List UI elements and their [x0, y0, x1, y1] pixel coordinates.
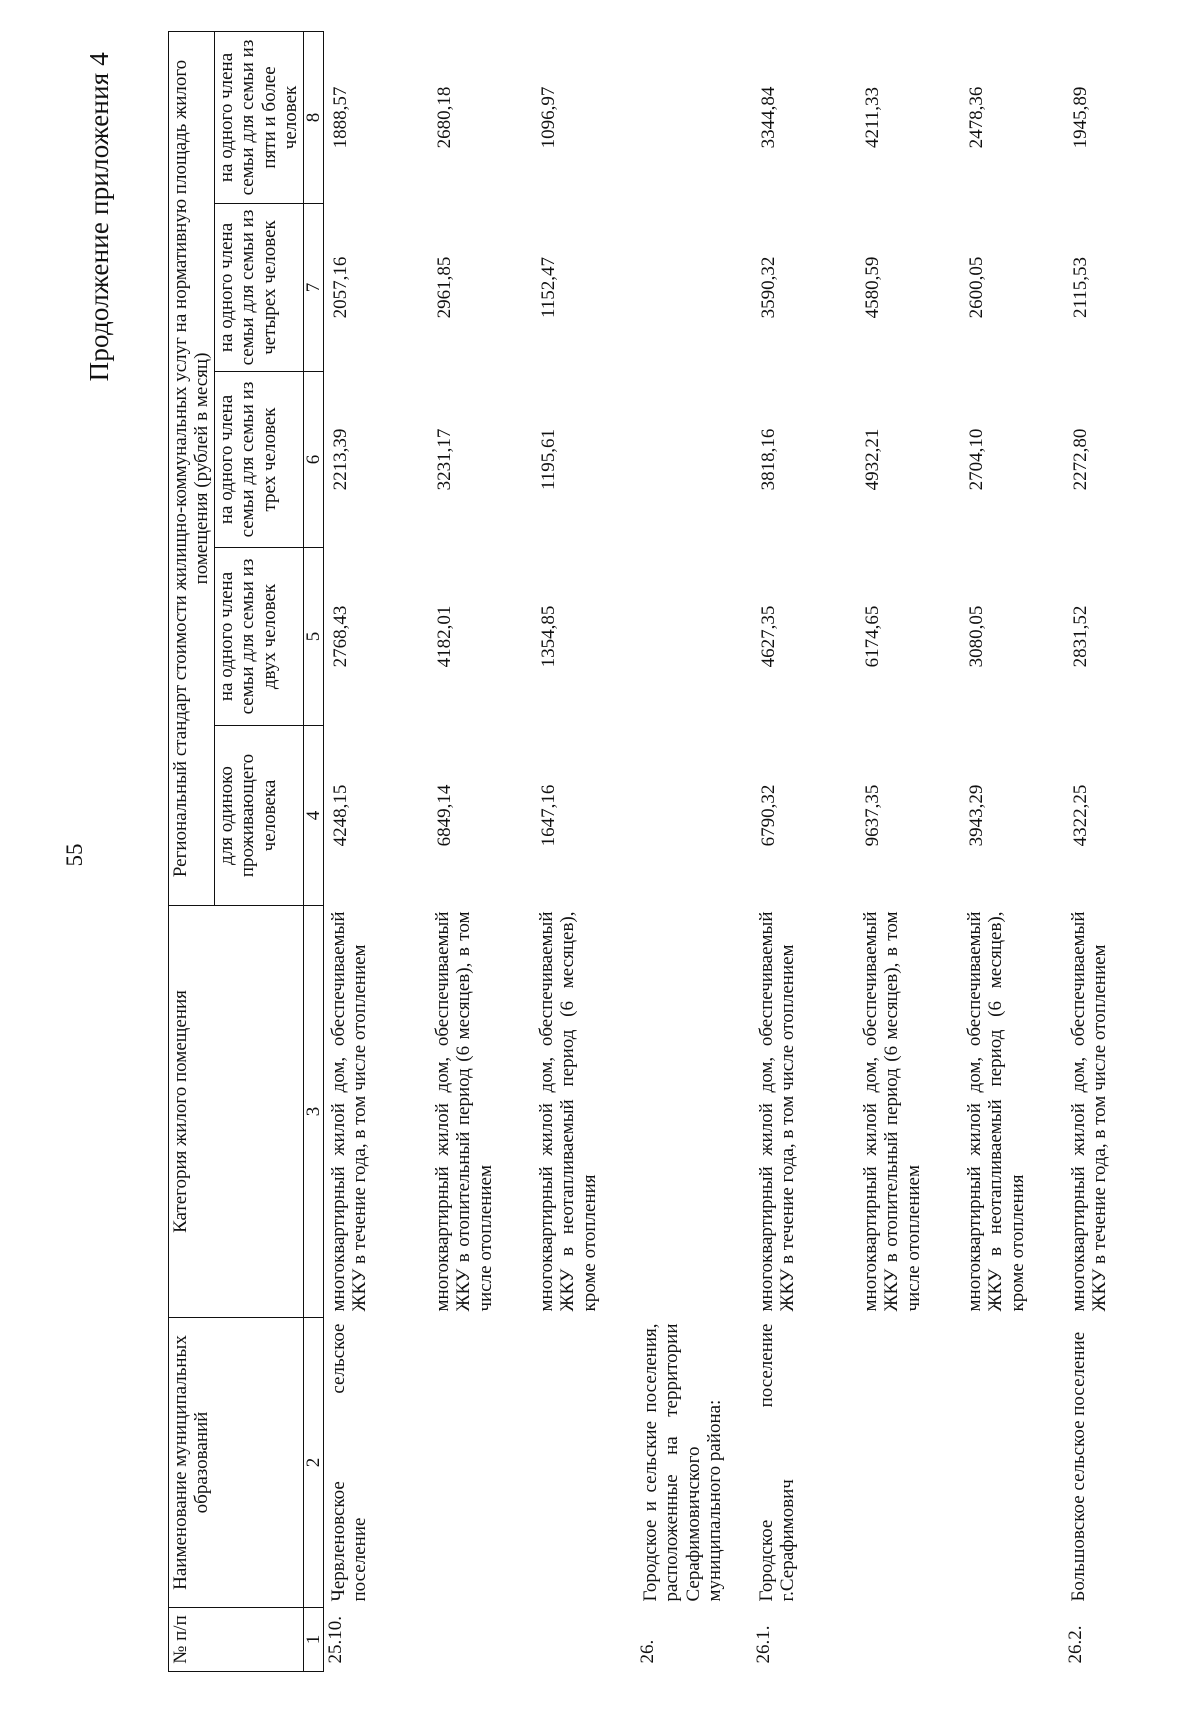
cost-two: 1354,85 — [537, 605, 559, 668]
tariff-table — [168, 31, 1168, 1672]
municipality-name — [856, 1318, 960, 1608]
municipality-name: Червленовское сельское поселение — [327, 1323, 371, 1602]
cost-three: 4932,21 — [861, 428, 883, 491]
page-number: 55 — [62, 843, 87, 867]
dwelling-category: многоквартирный жилой дом, обеспечиваемый ЖКУ в течение года, в том числе отоплением — [1067, 911, 1111, 1312]
column-number: 8 — [303, 31, 323, 203]
cost-two: 2768,43 — [329, 605, 351, 668]
column-number: 6 — [303, 372, 323, 548]
cost-two — [636, 548, 752, 726]
header-sub-five: на одного члена семьи для семьи из пяти и более человек — [214, 31, 303, 203]
column-number: 1 — [303, 1608, 323, 1672]
header-sub-four: на одного члена семьи для семьи из четырех человек — [214, 204, 303, 372]
dwelling-category: многоквартирный жилой дом, обеспечиваемый ЖКУ в отопительный период (6 месяцев), в том числе отоплением — [859, 911, 924, 1312]
cost-four: 1152,47 — [537, 256, 559, 319]
municipality-name — [532, 1318, 636, 1608]
header-num: № п/п — [169, 1608, 304, 1672]
cost-two: 3080,05 — [965, 605, 987, 668]
cost-three: 3818,16 — [757, 428, 779, 491]
cost-four: 4580,59 — [861, 256, 883, 319]
row-number — [960, 1608, 1064, 1672]
cost-two: 6174,65 — [861, 605, 883, 668]
cost-single: 9637,35 — [861, 784, 883, 847]
municipality-name — [428, 1318, 532, 1608]
municipality-name — [960, 1318, 1064, 1608]
row-number — [532, 1608, 636, 1672]
cost-single: 4248,15 — [329, 784, 351, 847]
dwelling-category — [636, 906, 752, 1318]
header-category: Категория жилого помещения — [169, 906, 304, 1318]
header-standard: Региональный стандарт стоимости жилищно-коммунальных услуг на нормативную площадь жилого помещения (рублей в месяц) — [169, 31, 215, 905]
table-row — [323, 31, 428, 1671]
cost-single — [636, 726, 752, 906]
cost-single: 6790,32 — [757, 784, 779, 847]
cost-three: 2272,80 — [1069, 428, 1091, 491]
header-sub-single: для одиноко проживающего человека — [214, 726, 303, 906]
row-number — [428, 1608, 532, 1672]
cost-four: 3590,32 — [757, 256, 779, 319]
cost-single: 6849,14 — [433, 784, 455, 847]
table-row — [636, 31, 752, 1671]
dwelling-category: многоквартирный жилой дом, обеспечиваемый ЖКУ в неотапливаемый период (6 месяцев), кроме отопления — [535, 911, 600, 1312]
cost-three: 2704,10 — [965, 428, 987, 491]
cost-two: 4182,01 — [433, 605, 455, 668]
table-row — [532, 31, 636, 1671]
row-number: 26.2. — [1064, 1625, 1086, 1664]
column-number: 4 — [303, 726, 323, 906]
cost-four: 2115,53 — [1069, 256, 1091, 319]
dwelling-category: многоквартирный жилой дом, обеспечиваемый ЖКУ в неотапливаемый период (6 месяцев), кроме отопления — [963, 911, 1028, 1312]
column-number: 3 — [303, 906, 323, 1318]
municipality-name: Городское и сельские поселения, расположенные на территории Серафимовичского муниципального района: — [639, 1323, 726, 1602]
row-number: 26. — [636, 1639, 658, 1664]
column-number: 5 — [303, 548, 323, 726]
dwelling-category: многоквартирный жилой дом, обеспечиваемый ЖКУ в течение года, в том числе отоплением — [327, 911, 371, 1312]
cost-five: 1945,89 — [1069, 86, 1091, 149]
cost-four: 2057,16 — [329, 256, 351, 319]
cost-three: 3231,17 — [433, 428, 455, 491]
header-sub-three: на одного члена семьи для семьи из трех человек — [214, 372, 303, 548]
cost-two: 4627,35 — [757, 605, 779, 668]
table-row — [428, 31, 532, 1671]
table-row — [856, 31, 960, 1671]
column-number: 2 — [303, 1318, 323, 1608]
row-number: 26.1. — [752, 1625, 774, 1664]
cost-single: 3943,29 — [965, 784, 987, 847]
table-row — [752, 31, 856, 1671]
header-name: Наименование муниципальных образований — [169, 1318, 304, 1608]
cost-five: 2478,36 — [965, 86, 987, 149]
cost-five: 4211,33 — [861, 86, 883, 149]
table-row — [1064, 31, 1168, 1671]
cost-five: 2680,18 — [433, 86, 455, 149]
row-number: 25.10. — [324, 1616, 346, 1664]
row-number — [856, 1608, 960, 1672]
header-sub-two: на одного члена семьи для семьи из двух человек — [214, 548, 303, 726]
dwelling-category: многоквартирный жилой дом, обеспечиваемый ЖКУ в отопительный период (6 месяцев), в том числе отоплением — [431, 911, 496, 1312]
cost-three: 1195,61 — [537, 428, 559, 491]
column-number: 7 — [303, 204, 323, 372]
cost-five: 1888,57 — [329, 86, 351, 149]
cost-single: 1647,16 — [537, 784, 559, 847]
cost-three: 2213,39 — [329, 428, 351, 491]
cost-four: 2961,85 — [433, 256, 455, 319]
cost-five: 1096,97 — [537, 86, 559, 149]
dwelling-category: многоквартирный жилой дом, обеспечиваемый ЖКУ в течение года, в том числе отоплением — [755, 911, 799, 1312]
cost-two: 2831,52 — [1069, 605, 1091, 668]
cost-three — [636, 372, 752, 548]
table-row — [960, 31, 1064, 1671]
cost-five: 3344,84 — [757, 86, 779, 149]
cost-four: 2600,05 — [965, 256, 987, 319]
continuation-label: Продолжение приложения 4 — [84, 52, 114, 382]
municipality-name: Городское поселение г.Серафимович — [755, 1323, 799, 1602]
cost-four — [636, 204, 752, 372]
municipality-name: Большовское сельское поселение — [1067, 1331, 1089, 1602]
cost-five — [636, 31, 752, 203]
cost-single: 4322,25 — [1069, 784, 1091, 847]
